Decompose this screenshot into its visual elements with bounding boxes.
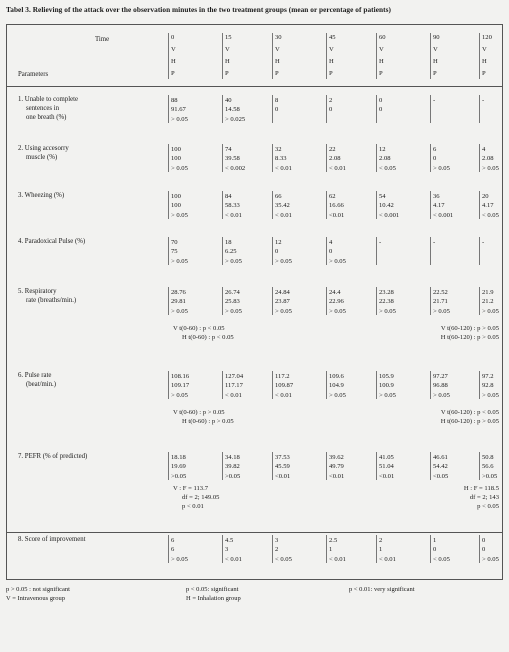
table-cell: 6 xyxy=(171,537,175,544)
table-cell: 28.76 xyxy=(171,289,186,296)
table-cell: <0.01 xyxy=(379,472,395,480)
table-cell: 100 xyxy=(171,155,181,163)
column-divider xyxy=(326,535,327,563)
table-cell: 66 xyxy=(275,193,282,200)
column-divider xyxy=(222,371,223,399)
column-divider xyxy=(272,237,273,265)
table-cell: 39.82 xyxy=(225,463,240,471)
column-divider xyxy=(168,95,169,123)
table-cell: > 0.05 xyxy=(171,257,188,265)
table-cell: 100 xyxy=(171,146,181,153)
table-cell: 49.79 xyxy=(329,463,344,471)
table-cell: 12 xyxy=(275,239,282,246)
table-cell: 20 xyxy=(482,193,489,200)
table-cell: < 0.05 xyxy=(379,164,396,172)
table-cell: >0.05 xyxy=(482,472,498,480)
table-cell: 45.59 xyxy=(275,463,290,471)
table-cell: 50.8 xyxy=(482,454,494,461)
column-divider xyxy=(479,371,480,399)
table-cell: 54 xyxy=(379,193,386,200)
table-caption: Tabel 3. Relieving of the attack over the observation minutes in the two treatment groups (mean or percentage of patients) xyxy=(6,5,391,14)
row-label: sentences in xyxy=(26,105,60,112)
table-cell: < 0.002 xyxy=(225,164,246,172)
column-divider xyxy=(376,452,377,480)
table-cell: < 0.01 xyxy=(225,211,242,219)
table-cell: 21.9 xyxy=(482,289,494,296)
table-cell: 117.17 xyxy=(225,382,243,390)
column-divider xyxy=(479,95,480,123)
table-cell: 0 xyxy=(275,248,279,256)
column-divider xyxy=(479,287,480,315)
row8-divider xyxy=(6,532,503,533)
stat-right: H t(60-120) : p > 0.05 xyxy=(440,334,499,341)
table-cell: 40 xyxy=(225,97,232,104)
parameters-label: Parameters xyxy=(18,71,49,78)
column-divider xyxy=(272,287,273,315)
column-divider xyxy=(479,535,480,563)
table-cell: 97.27 xyxy=(433,373,448,380)
header-col-h: H xyxy=(482,58,487,65)
table-cell: 2.08 xyxy=(482,155,494,163)
table-cell: 36 xyxy=(433,193,440,200)
table-cell: 22 xyxy=(329,146,336,153)
column-divider xyxy=(222,95,223,123)
table-cell: - xyxy=(482,239,485,246)
table-cell: > 0.05 xyxy=(329,391,346,399)
table-cell: 105.9 xyxy=(379,373,394,380)
table-cell: 56.6 xyxy=(482,463,494,471)
column-divider xyxy=(168,144,169,172)
table-cell: 51.04 xyxy=(379,463,394,471)
column-divider xyxy=(430,371,431,399)
header-col-h: H xyxy=(275,58,280,65)
table-cell: 0 xyxy=(482,546,486,554)
table-cell: 70 xyxy=(171,239,178,246)
table-cell: 54.42 xyxy=(433,463,448,471)
table-cell: 109.6 xyxy=(329,373,344,380)
column-divider xyxy=(222,287,223,315)
table-cell: 58.33 xyxy=(225,202,240,210)
table-cell: 1 xyxy=(433,537,437,544)
table-cell: > 0.05 xyxy=(171,211,188,219)
stat-left: H t(0-60) : p < 0.05 xyxy=(182,334,234,341)
column-divider xyxy=(376,535,377,563)
table-cell: 0 xyxy=(379,97,383,104)
column-divider xyxy=(222,191,223,219)
table-cell: <0.05 xyxy=(433,472,449,480)
table-cell: < 0.05 xyxy=(482,211,499,219)
column-divider xyxy=(326,452,327,480)
table-cell: 21.71 xyxy=(433,298,448,306)
table-cell: > 0.05 xyxy=(171,391,188,399)
table-cell: 62 xyxy=(329,193,336,200)
header-col-p: P xyxy=(225,70,229,77)
header-col-v: V xyxy=(171,46,176,53)
table-cell: 22.38 xyxy=(379,298,394,306)
table-cell: 6.25 xyxy=(225,248,237,256)
table-cell: > 0.05 xyxy=(482,164,499,172)
table-cell: < 0.05 xyxy=(433,555,450,563)
header-column-divider xyxy=(326,33,327,79)
table-cell: >0.05 xyxy=(171,472,187,480)
table-cell: < 0.01 xyxy=(379,555,396,563)
table-cell: > 0.05 xyxy=(275,307,292,315)
table-cell: 0 xyxy=(379,106,383,114)
column-divider xyxy=(430,452,431,480)
table-cell: 39.62 xyxy=(329,454,344,461)
header-col-time: 15 xyxy=(225,34,232,41)
table-cell: 92.8 xyxy=(482,382,494,390)
column-divider xyxy=(272,371,273,399)
table-cell: 24.4 xyxy=(329,289,341,296)
header-col-h: H xyxy=(225,58,230,65)
header-col-h: H xyxy=(379,58,384,65)
header-col-p: P xyxy=(433,70,437,77)
column-divider xyxy=(272,452,273,480)
column-divider xyxy=(222,452,223,480)
table-cell: 24.84 xyxy=(275,289,290,296)
footnote-significant: p < 0.05: significant xyxy=(186,586,239,593)
table-cell: > 0.05 xyxy=(379,307,396,315)
table-cell: > 0.05 xyxy=(171,555,188,563)
row-label: 7. PEFR (% of predicted) xyxy=(18,453,88,460)
column-divider xyxy=(168,237,169,265)
table-cell: > 0.05 xyxy=(482,307,499,315)
header-col-v: V xyxy=(329,46,334,53)
table-cell: > 0.05 xyxy=(171,164,188,172)
table-cell: 2 xyxy=(329,97,333,104)
table-cell: > 0.05 xyxy=(433,164,450,172)
table-cell: 0 xyxy=(433,155,437,163)
stat-right: p < 0.05 xyxy=(477,503,499,510)
row-label: 4. Paradoxical Pulse (%) xyxy=(18,238,86,245)
header-col-time: 0 xyxy=(171,34,175,41)
row-label: muscle (%) xyxy=(26,154,58,161)
table-cell: 84 xyxy=(225,193,232,200)
table-cell: 22.96 xyxy=(329,298,344,306)
stat-left: H t(0-60) : p > 0.05 xyxy=(182,418,234,425)
header-col-v: V xyxy=(379,46,384,53)
header-col-p: P xyxy=(275,70,279,77)
table-cell: < 0.01 xyxy=(275,211,292,219)
table-cell: <0.01 xyxy=(329,472,345,480)
table-cell: < 0.01 xyxy=(225,391,242,399)
header-col-v: V xyxy=(225,46,230,53)
time-label: Time xyxy=(95,36,110,43)
column-divider xyxy=(222,535,223,563)
table-cell: 8.33 xyxy=(275,155,287,163)
header-col-h: H xyxy=(433,58,438,65)
table-cell: < 0.01 xyxy=(225,555,242,563)
table-cell: 23.28 xyxy=(379,289,394,296)
header-col-v: V xyxy=(275,46,280,53)
column-divider xyxy=(272,191,273,219)
table-cell: <0.01 xyxy=(329,211,345,219)
table-cell: < 0.05 xyxy=(275,555,292,563)
column-divider xyxy=(430,237,431,265)
header-col-time: 45 xyxy=(329,34,336,41)
table-cell: 12 xyxy=(379,146,386,153)
column-divider xyxy=(168,287,169,315)
row-label: one breath (%) xyxy=(26,114,67,121)
table-cell: 37.53 xyxy=(275,454,290,461)
row-label: 8. Score of improvement xyxy=(18,536,86,543)
header-col-time: 60 xyxy=(379,34,386,41)
row-label: 6. Pulse rate xyxy=(18,372,52,379)
column-divider xyxy=(326,371,327,399)
table-cell: 0 xyxy=(329,106,333,114)
table-cell: 21.2 xyxy=(482,298,494,306)
header-column-divider xyxy=(272,33,273,79)
column-divider xyxy=(376,371,377,399)
table-cell: 75 xyxy=(171,248,178,256)
table-cell: > 0.05 xyxy=(433,307,450,315)
row-label: (beat/min.) xyxy=(26,381,57,388)
stat-right: H : F = 118.5 xyxy=(463,485,499,492)
column-divider xyxy=(376,191,377,219)
table-cell: 108.16 xyxy=(171,373,190,380)
table-cell: 35.42 xyxy=(275,202,290,210)
column-divider xyxy=(222,237,223,265)
table-cell: 16.66 xyxy=(329,202,344,210)
table-cell: 34.18 xyxy=(225,454,240,461)
column-divider xyxy=(326,191,327,219)
table-cell: > 0.05 xyxy=(379,391,396,399)
column-divider xyxy=(376,287,377,315)
table-cell: 109.17 xyxy=(171,382,190,390)
table-cell: 8 xyxy=(275,97,279,104)
table-cell: 26.74 xyxy=(225,289,240,296)
header-col-p: P xyxy=(482,70,486,77)
table-cell: 100.9 xyxy=(379,382,394,390)
column-divider xyxy=(376,95,377,123)
table-cell: < 0.01 xyxy=(329,164,346,172)
header-col-p: P xyxy=(379,70,383,77)
column-divider xyxy=(222,144,223,172)
table-cell: > 0.025 xyxy=(225,115,246,123)
column-divider xyxy=(168,535,169,563)
column-divider xyxy=(272,95,273,123)
stat-left: V t(0-60) : p > 0.05 xyxy=(173,409,225,416)
table-cell: > 0.05 xyxy=(171,115,188,123)
table-cell: 4 xyxy=(329,239,333,246)
footnote-not-significant: p > 0.05 : not significant xyxy=(6,586,70,593)
column-divider xyxy=(376,237,377,265)
stat-left: df = 2; 149.05 xyxy=(182,494,220,501)
table-cell: > 0.05 xyxy=(171,307,188,315)
row-label: 2. Using accesorry xyxy=(18,145,69,152)
header-column-divider xyxy=(222,33,223,79)
column-divider xyxy=(430,95,431,123)
table-cell: 0 xyxy=(433,546,437,554)
stat-right: df = 2; 143 xyxy=(469,494,499,501)
table-cell: < 0.001 xyxy=(379,211,400,219)
table-cell: 2.5 xyxy=(329,537,338,544)
table-cell: 3 xyxy=(225,546,229,554)
header-col-p: P xyxy=(329,70,333,77)
table-cell: > 0.05 xyxy=(433,391,450,399)
table-cell: 100 xyxy=(171,193,181,200)
table-cell: 4.5 xyxy=(225,537,234,544)
column-divider xyxy=(430,287,431,315)
column-divider xyxy=(326,237,327,265)
table-cell: 23.87 xyxy=(275,298,290,306)
column-divider xyxy=(326,287,327,315)
table-cell: 96.88 xyxy=(433,382,448,390)
table-cell: 127.04 xyxy=(225,373,244,380)
table-cell: < 0.001 xyxy=(433,211,454,219)
table-cell: 0 xyxy=(482,537,486,544)
footnote-very-significant: p < 0.01: very significant xyxy=(349,586,415,593)
header-column-divider xyxy=(168,33,169,79)
table-cell: 4 xyxy=(482,146,486,153)
table-cell: 104.9 xyxy=(329,382,344,390)
column-divider xyxy=(479,452,480,480)
table-cell: 2.08 xyxy=(379,155,391,163)
table-cell: - xyxy=(433,239,436,246)
table-cell: 3 xyxy=(275,537,279,544)
table-cell: 100 xyxy=(171,202,181,210)
table-cell: > 0.05 xyxy=(482,555,499,563)
stat-right: V t(60-120) : p < 0.05 xyxy=(440,409,499,416)
table-cell: > 0.05 xyxy=(482,391,499,399)
stat-left: V t(0-60) : p < 0.05 xyxy=(173,325,225,332)
column-divider xyxy=(168,452,169,480)
header-column-divider xyxy=(376,33,377,79)
row-label: 1. Unable to complete xyxy=(18,96,79,103)
stat-left: V : F = 113.7 xyxy=(173,485,209,492)
table-cell: - xyxy=(482,97,485,104)
header-col-p: P xyxy=(171,70,175,77)
table-cell: 39.58 xyxy=(225,155,240,163)
table-cell: 6 xyxy=(171,546,175,554)
table-cell: < 0.01 xyxy=(329,555,346,563)
column-divider xyxy=(376,144,377,172)
row-label: 5. Respiratory xyxy=(18,288,57,295)
column-divider xyxy=(430,535,431,563)
table-cell: 41.05 xyxy=(379,454,394,461)
table-cell: 18.18 xyxy=(171,454,186,461)
table-cell: > 0.05 xyxy=(225,257,242,265)
table-cell: 4.17 xyxy=(433,202,445,210)
table-cell: 29.81 xyxy=(171,298,186,306)
footnote-intravenous: V = Intravenous group xyxy=(6,595,65,602)
table-cell: 97.2 xyxy=(482,373,494,380)
table-cell: 6 xyxy=(433,146,437,153)
header-column-divider xyxy=(479,33,480,79)
column-divider xyxy=(430,144,431,172)
table-cell: > 0.05 xyxy=(225,307,242,315)
row-label: rate (breaths/min.) xyxy=(26,297,77,304)
column-divider xyxy=(479,237,480,265)
header-col-time: 120 xyxy=(482,34,492,41)
table-cell: 22.52 xyxy=(433,289,448,296)
header-col-h: H xyxy=(329,58,334,65)
header-col-v: V xyxy=(433,46,438,53)
table-cell: 88 xyxy=(171,97,178,104)
table-cell: < 0.01 xyxy=(275,164,292,172)
table-cell: 1 xyxy=(379,546,383,554)
header-col-v: V xyxy=(482,46,487,53)
stat-left: p < 0.01 xyxy=(182,503,204,510)
footnote-inhalation: H = Inhalation group xyxy=(186,595,241,602)
header-column-divider xyxy=(430,33,431,79)
table-cell: 18 xyxy=(225,239,232,246)
table-cell: 19.69 xyxy=(171,463,186,471)
column-divider xyxy=(430,191,431,219)
table-cell: > 0.05 xyxy=(275,257,292,265)
row-label: 3. Wheezing (%) xyxy=(18,192,65,199)
table-cell: 91.67 xyxy=(171,106,186,114)
column-divider xyxy=(326,95,327,123)
column-divider xyxy=(168,371,169,399)
table-cell: <0.01 xyxy=(275,472,291,480)
table-cell: 4.17 xyxy=(482,202,494,210)
table-cell: 10.42 xyxy=(379,202,394,210)
column-divider xyxy=(272,535,273,563)
table-frame xyxy=(6,24,503,580)
table-cell: >0.05 xyxy=(225,472,241,480)
table-cell: 2 xyxy=(379,537,383,544)
stat-right: V t(60-120) : p > 0.05 xyxy=(440,325,499,332)
table-cell: < 0.01 xyxy=(275,391,292,399)
table-cell: 32 xyxy=(275,146,282,153)
table-cell: 46.61 xyxy=(433,454,448,461)
header-divider xyxy=(6,86,503,87)
table-cell: > 0.05 xyxy=(329,307,346,315)
table-cell: 2.08 xyxy=(329,155,341,163)
column-divider xyxy=(272,144,273,172)
column-divider xyxy=(326,144,327,172)
table-cell: 1 xyxy=(329,546,333,554)
table-cell: 109.87 xyxy=(275,382,294,390)
table-cell: 25.83 xyxy=(225,298,240,306)
table-cell: 0 xyxy=(329,248,333,256)
stat-right: H t(60-120) : p > 0.05 xyxy=(440,418,499,425)
table-cell: - xyxy=(379,239,382,246)
table-cell: 2 xyxy=(275,546,279,554)
header-col-h: H xyxy=(171,58,176,65)
header-col-time: 30 xyxy=(275,34,282,41)
column-divider xyxy=(168,191,169,219)
column-divider xyxy=(479,191,480,219)
column-divider xyxy=(479,144,480,172)
table-cell: 117.2 xyxy=(275,373,290,380)
table-cell: 74 xyxy=(225,146,232,153)
table-cell: > 0.05 xyxy=(329,257,346,265)
table-cell: 0 xyxy=(275,106,279,114)
header-col-time: 90 xyxy=(433,34,440,41)
table-cell: 14.58 xyxy=(225,106,240,114)
table-cell: - xyxy=(433,97,436,104)
